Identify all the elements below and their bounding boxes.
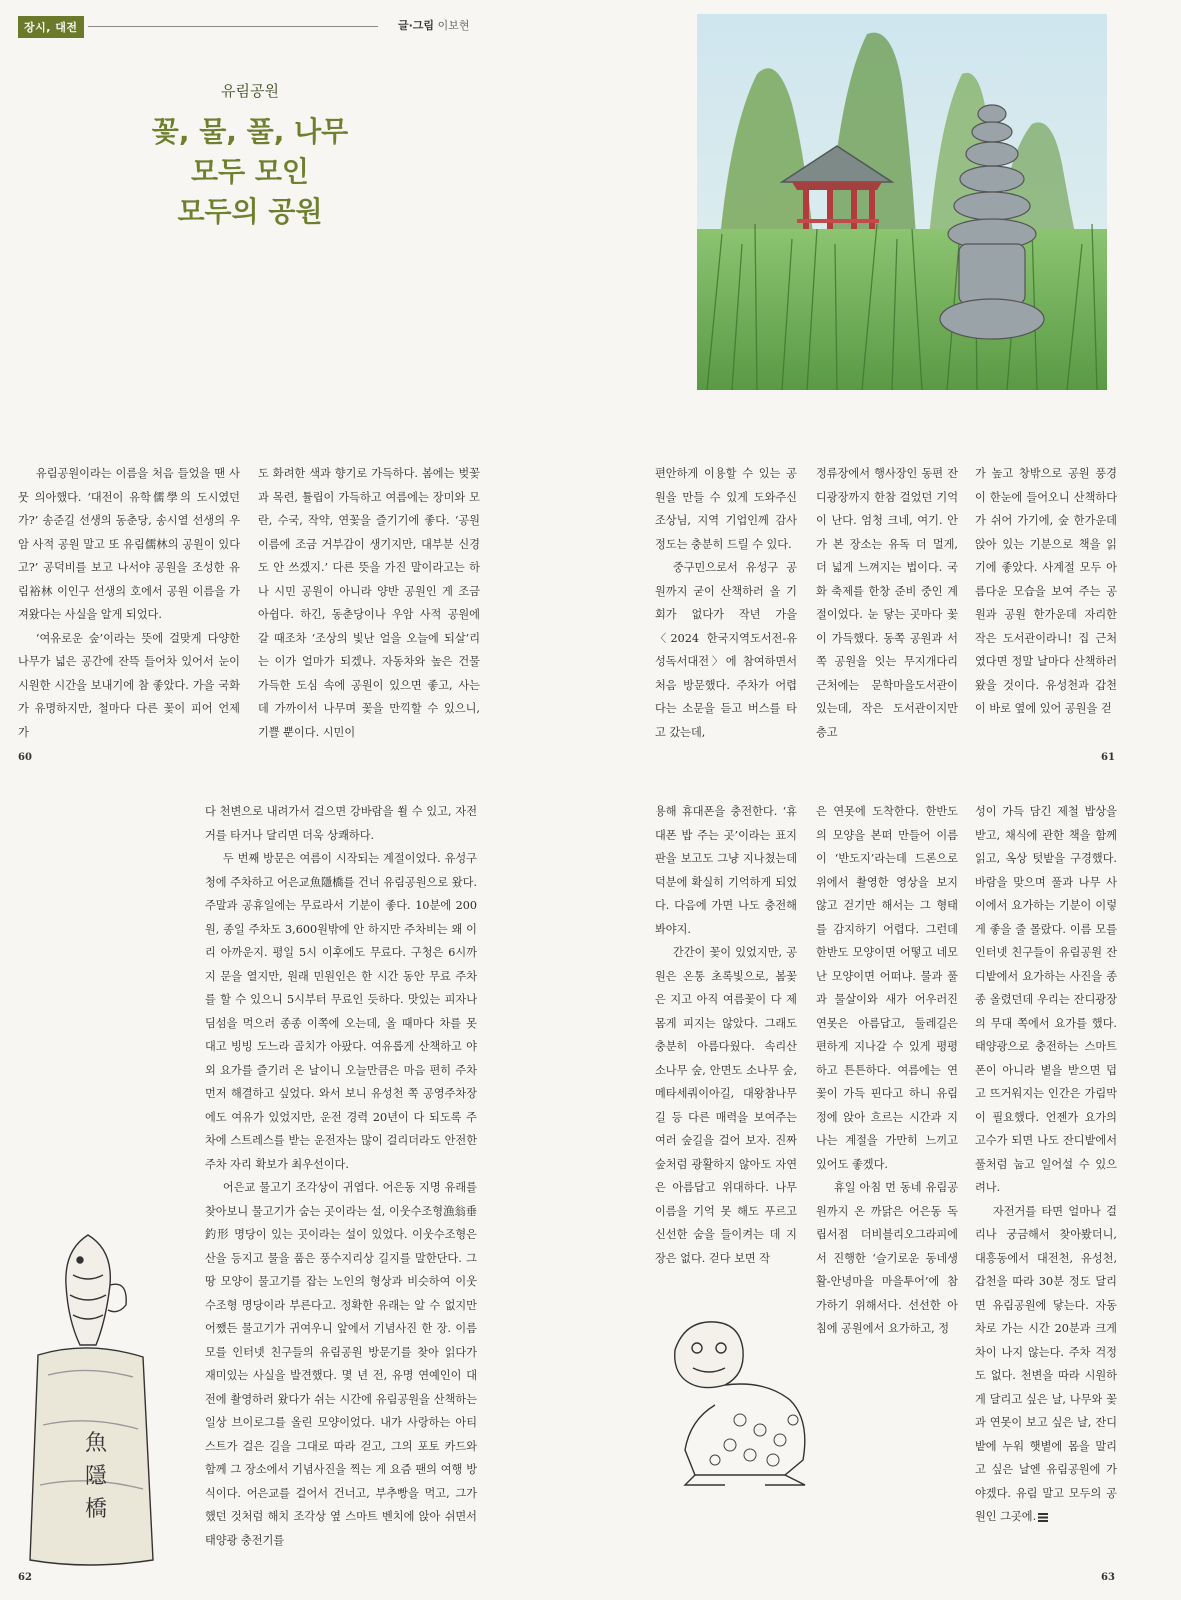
fish-sign-char: 隱 [84, 1464, 108, 1489]
text-column-p63-3 [975, 800, 1117, 1529]
title-line: 모두의 공원 [177, 195, 323, 228]
text-column-p60-left [18, 462, 240, 744]
paragraph: 두 번째 방문은 여름이 시작되는 계절이었다. 유성구청에 주차하고 어은교魚隱橋를 건너 유림공원으로 왔다. 주말과 공휴일에는 무료라서 기분이 좋다. 10분에 200원, 종일 주차도 3,600원밖에 안 하지만 주차비는 왜 이리 아까운지. 평일 5시 이후에도 무료다. 구청은 6시까지 문을 열지만, 원래 민원인은 한 시간 동안 무료 주차를 할 수 있으니 5시부터 무료인 듯하다. 맛있는 피자나 딤섬을 먹으러 종종 이쪽에 오는데, 올 때마다 차를 못 대고 빙빙 도느라 골치가 아팠다. 여유롭게 산책하고 야외 요가를 즐기러 온 날이니 오늘만큼은 마음 편히 주차 먼저 해결하고 싶었다. 와서 보니 유성천 쪽 공영주차장에도 여유가 있었지만, 운전 경력 20년이 다 되도록 주차에 스트레스를 받는 운전자는 많이 걸리더라도 안전한 주차 자리 확보가 최우선이다. [205, 852, 477, 1171]
fish-sign-char: 橋 [84, 1497, 108, 1522]
paragraph: 용해 휴대폰을 충전한다. ‘휴대폰 밥 주는 곳’이라는 표지판을 보고도 그냥 지나쳤는데 덕분에 확실히 기억하게 되었다. 다음에 가면 나도 충전해 봐야지. [655, 805, 797, 936]
text-column-p62 [205, 800, 477, 1552]
text-column-p63-1 [655, 800, 797, 1270]
section-badge: 장시, 대전 [18, 16, 84, 38]
page-number: 63 [1101, 1572, 1115, 1583]
paragraph: 은 연못에 도착한다. 한반도의 모양을 본떠 만들어 이름이 ‘반도지’라는데 드론으로 위에서 촬영한 영상을 보지 않고 걷기만 해서는 그 형태를 감지하기 어렵다. 그런데 한반도 모양이면 어떻고 네모난 모양이면 어떠냐. 물과 풀과 물살이와 새가 어우러진 연못은 아름답고, 둘레길은 편하게 지나갈 수 있게 평평하고 튼튼하다. 여름에는 연꽃이 가득 핀다고 하니 유림정에 앉아 흐르는 시간과 지나는 계절을 가만히 느끼고 있어도 좋겠다. [816, 805, 958, 1171]
text-column-p61-3 [975, 462, 1117, 721]
paragraph: 가 높고 창밖으로 공원 풍경이 한눈에 들어오니 산책하다가 쉬어 가기에, 숲 한가운데 앉아 있는 기분으로 책을 읽기에 좋았다. 사계절 모두 아름다운 모습을 보여 주는 공원과 공원 한가운데 자리한 작은 도서관이라니! 집 근처였다면 정말 날마다 산책하러 왔을 것이다. 유성천과 갑천이 바로 옆에 있어 공원을 걷 [975, 467, 1117, 715]
paragraph: 도 화려한 색과 향기로 가득하다. 봄에는 벚꽃과 목련, 튤립이 가득하고 여름에는 장미와 모란, 수국, 작약, 연꽃을 즐기기에 좋다. ‘공원 이름에 조금 거부감이 생기지만, 대부분 신경도 안 쓰겠지.’ 다른 뜻을 가진 말이라고는 하나 시민 공원이 아니라 양반 공원인 게 조금 아쉽다. 하긴, 동춘당이나 우암 사적 공원에 갈 때조차 ‘조상의 빛난 얼을 오늘에 되살’리는 이가 얼마가 되겠나. 자동차와 높은 건물 가득한 도심 속에 공원이 있으면 좋고, 사는 데 가까이서 나무며 꽃을 만끽할 수 있으니, 기쁠 뿐이다. 시민이 [258, 467, 480, 739]
article-title [0, 112, 500, 232]
page-number: 62 [18, 1572, 32, 1583]
text-column-p61-2 [816, 462, 958, 744]
paragraph [975, 1200, 1117, 1529]
page-number: 60 [18, 752, 32, 763]
paragraph: 유림공원이라는 이름을 처음 들었을 땐 사뭇 의아했다. ‘대전이 유학儒學의 도시였던가?’ 송준길 선생의 동춘당, 송시열 선생의 우암 사적 공원 말고 또 유림儒林의 공원이 있다고?’ 공덕비를 보고 나서야 공원을 조성한 유림裕林 이인구 선생의 호에서 공원 이름을 가져왔다는 사실을 알게 되었다. [18, 467, 240, 621]
park-illustration [697, 14, 1107, 390]
author-name: 이보현 [437, 19, 470, 32]
header-rule [88, 26, 378, 27]
paragraph: 편안하게 이용할 수 있는 공원을 만들 수 있게 도와주신 조상님, 지역 기업인께 감사 정도는 충분히 드릴 수 있다. [655, 467, 797, 551]
title-line: 꽃, 물, 풀, 나무 [151, 115, 349, 148]
paragraph: 휴일 아침 먼 동네 유림공원까지 온 까닭은 어은동 독립서점 더비블리오그라피에서 진행한 ‘슬기로운 동네생활-안녕마을 마을투어’에 참가하기 위해서다. 선선한 아침에 공원에서 요가하고, 정 [816, 1181, 958, 1335]
paragraph: ‘여유로운 숲’이라는 뜻에 걸맞게 다양한 나무가 넓은 공간에 잔뜩 들어차 있어서 눈이 시원한 시간을 보내기에 참 좋았다. 가을 국화가 유명하지만, 철마다 다른 꽃이 피어 언제 가 [18, 631, 240, 739]
text-column-p61-1 [655, 462, 797, 744]
page-number: 61 [1101, 752, 1115, 763]
fish-sculpture-illustration [18, 1225, 168, 1570]
paragraph: 정류장에서 행사장인 동편 잔디광장까지 한참 걸었던 기억이 난다. 엄청 크네, 여기. 안가 본 장소는 유독 더 멀게, 더 넓게 느껴지는 법이다. 국화 축제를 한창 준비 중인 계절이었다. 눈 닿는 곳마다 꽃이 가득했다. 동쪽 공원과 서쪽 공원을 잇는 무지개다리 근처에는 문학마을도서관이 있는데, 작은 도서관이지만 층고 [816, 467, 958, 739]
haechi-illustration [655, 1310, 815, 1490]
end-mark-icon [1038, 1513, 1048, 1522]
paragraph: 중구민으로서 유성구 공원까지 굳이 산책하러 올 기회가 없다가 작년 가을 〈2024 한국지역도서전-유성독서대전〉에 참여하면서 처음 방문했다. 주차가 어렵다는 소문을 듣고 버스를 타고 갔는데, [655, 561, 797, 739]
paragraph: 다 천변으로 내려가서 걸으면 강바람을 쐴 수 있고, 자전거를 타거나 달리면 더욱 상쾌하다. [205, 805, 477, 842]
paragraph: 성이 가득 담긴 제철 밥상을 받고, 채식에 관한 책을 함께 읽고, 옥상 텃밭을 구경했다. 바람을 맞으며 풀과 나무 사이에서 요가하는 기분이 이렇게 좋을 줄 몰랐다. 이름 모를 인터넷 친구들이 유림공원 잔디밭에서 요가하는 사진을 종종 올렸던데 우리는 잔디광장의 무대 쪽에서 요가를 했다. 태양광으로 충전하는 스마트폰이 아니라 볕을 받으면 덥고 뜨거워지는 인간은 가림막이 필요했다. 언젠가 요가의 고수가 되면 나도 잔디밭에서 풀처럼 눕고 일어설 수 있으려나. [975, 805, 1117, 1194]
author-credit [398, 17, 469, 33]
title-line: 모두 모인 [191, 155, 309, 188]
text-column-p60-right [258, 462, 480, 744]
paragraph: 어은교 물고기 조각상이 귀엽다. 어은동 지명 유래를 찾아보니 물고기가 숨는 곳이라는 설, 이웃수조형漁翁垂釣形 명당이 있는 곳이라는 설이 있었다. 이웃수조형은 산을 등지고 물을 품은 풍수지리상 길지를 말한단다. 그 땅 모양이 물고기를 잡는 노인의 형상과 비슷하여 이웃수조형 명당이라 부른다고. 정확한 유래는 알 수 없지만 어쨌든 물고기가 귀여우니 앞에서 기념사진 한 장. 이름 모를 인터넷 친구들의 유림공원 방문기를 찾아 읽다가 재미있는 사실을 발견했다. 몇 년 전, 유명 연예인이 대전에 촬영하러 왔다가 쉬는 시간에 유림공원을 산책하는 일상 브이로그를 올린 모양이었다. 내가 사랑하는 아티스트가 걸은 길을 그대로 따라 걷고, 그의 포토 카드와 함께 그 장소에서 기념사진을 찍는 게 요즘 팬의 여행 방식이다. 어은교를 걸어서 건너고, 부추빵을 먹고, 그가 했던 것처럼 해치 조각상 옆 스마트 벤치에 앉아 쉬면서 태양광 충전기를 [205, 1181, 477, 1547]
author-prefix: 글·그림 [398, 19, 435, 32]
paragraph-text: 자전거를 타면 얼마나 걸리나 궁금해서 찾아봤더니, 대흥동에서 대전천, 유성천, 갑천을 따라 30분 정도 달리면 유림공원에 닿는다. 자동차로 가는 시간 20분과 크게 차이 나지 않는다. 주차 걱정도 없다. 천변을 따라 시원하게 달리고 싶은 날, 나무와 꽃과 연못이 보고 싶은 날, 잔디밭에 누워 햇볕에 몸을 말리고 싶은 날엔 유림공원에 가야겠다. 유림 말고 모두의 공원인 그곳에. [975, 1204, 1117, 1523]
text-column-p63-2 [816, 800, 958, 1341]
paragraph: 간간이 꽃이 있었지만, 공원은 온통 초록빛으로, 봄꽃은 지고 아직 여름꽃이 다 제몸게 피지는 않았다. 그래도 충분히 아름다웠다. 속리산 소나무 숲, 안면도 소나무 숲, 메타세쿼이아길, 대왕참나무길 등 다른 매력을 보여주는 여러 숲길을 걸어 보자. 진짜 숲처럼 광활하지 않아도 자연은 아름답고 위대하다. 나무 이름을 기억 못 해도 푸르고 신선한 숨을 들이켜는 데 지장은 없다. 걷다 보면 작 [655, 946, 797, 1265]
fish-sign-char: 魚 [84, 1431, 108, 1456]
article-subtitle: 유림공원 [221, 82, 279, 100]
